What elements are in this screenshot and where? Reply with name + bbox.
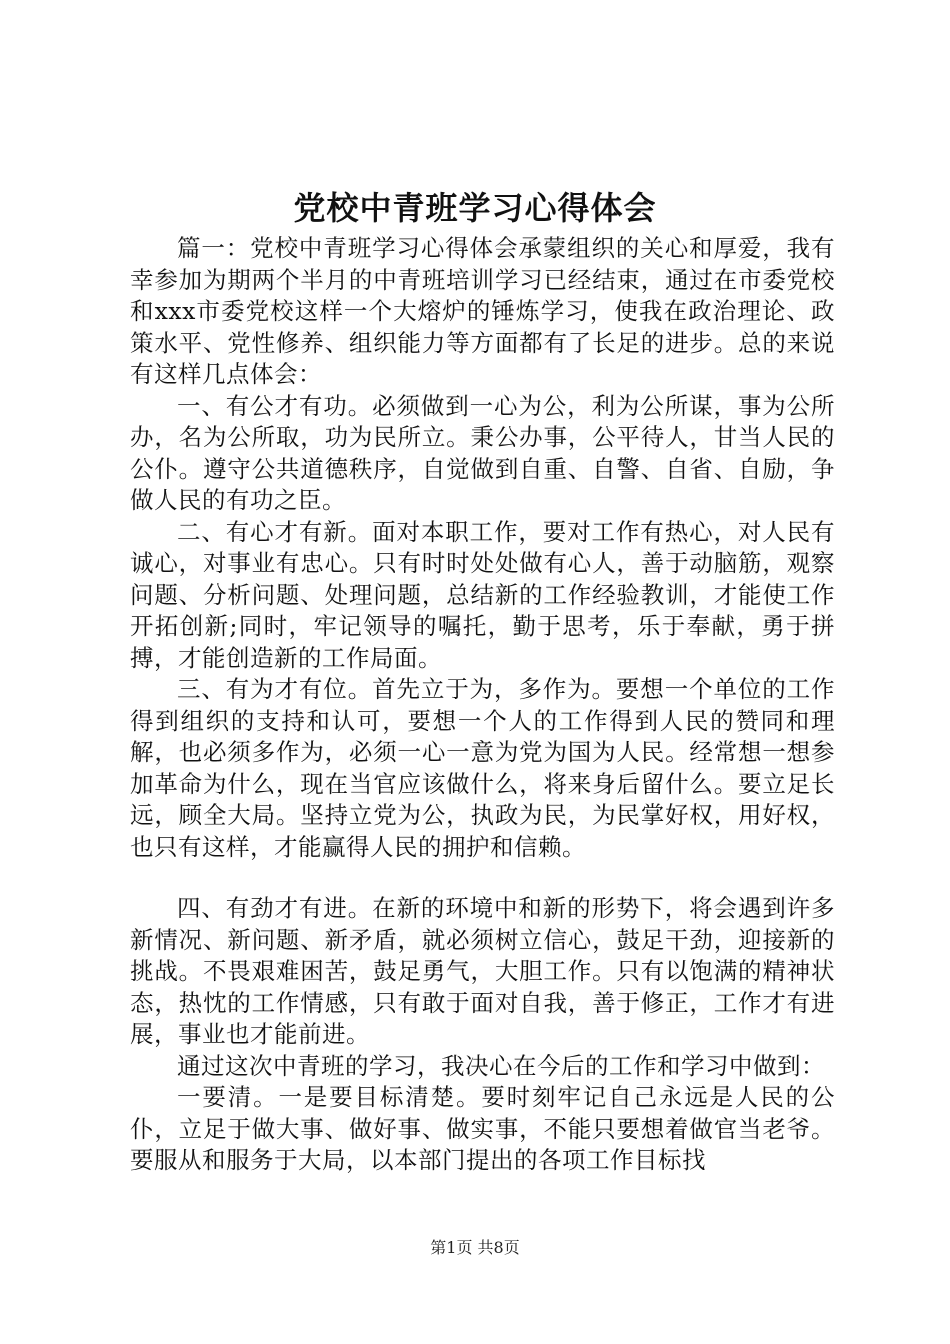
paragraph-resolution: 通过这次中青班的学习，我决心在今后的工作和学习中做到： <box>177 1051 825 1080</box>
paragraph-intro: 篇一：党校中青班学习心得体会承蒙组织的关心和厚爱，我有幸参加为期两个半月的中青班培训学习已经结束，通过在市委党校和xxx市委党校这样一个大熔炉的锤炼学习，使我在政治理论、政策水平、党性修养、组织能力等方面都有了长足的进步。总的来说有这样几点体会： <box>130 234 835 388</box>
paragraph-point-3: 三、有为才有位。首先立于为，多作为。要想一个单位的工作得到组织的支持和认可，要想一个人的工作得到人民的赞同和理解，也必须多作为，必须一心一意为党为国为人民。经常想一想参加革命为什么，现在当官应该做什么，将来身后留什么。要立足长远，顾全大局。坚持立党为公，执政为民，为民掌好权，用好权，也只有这样，才能赢得人民的拥护和信赖。 <box>130 675 835 861</box>
paragraph-spacer <box>130 863 835 893</box>
paragraph-point-1: 一、有公才有功。必须做到一心为公，利为公所谋，事为公所办，名为公所取，功为民所立。秉公办事，公平待人，甘当人民的公仆。遵守公共道德秩序，自觉做到自重、自警、自省、自励，争做人民的有功之臣。 <box>130 391 835 514</box>
paragraph-requirement-1: 一要清。一是要目标清楚。要时刻牢记自己永远是人民的公仆，立足于做大事、做好事、做实事，不能只要想着做官当老爷。要服从和服务于大局，以本部门提出的各项工作目标找 <box>130 1083 835 1174</box>
paragraph-point-4: 四、有劲才有进。在新的环境中和新的形势下，将会遇到许多新情况、新问题、新矛盾，就必须树立信心，鼓足干劲，迎接新的挑战。不畏艰难困苦，鼓足勇气，大胆工作。只有以饱满的精神状态，热忱的工作情感，只有敢于面对自我，善于修正，工作才有进展，事业也才能前进。 <box>130 894 835 1048</box>
document-title: 党校中青班学习心得体会 <box>293 189 657 227</box>
document-body <box>130 233 835 1177</box>
paragraph-point-2: 二、有心才有新。面对本职工作，要对工作有热心，对人民有诚心，对事业有忠心。只有时时处处做有心人，善于动脑筋，观察问题、分析问题、处理问题，总结新的工作经验教训，才能使工作开拓创新;同时，牢记领导的嘱托，勤于思考，乐于奉献，勇于拼搏，才能创造新的工作局面。 <box>130 517 835 672</box>
page-number: 第1页 共8页 <box>430 1238 520 1257</box>
